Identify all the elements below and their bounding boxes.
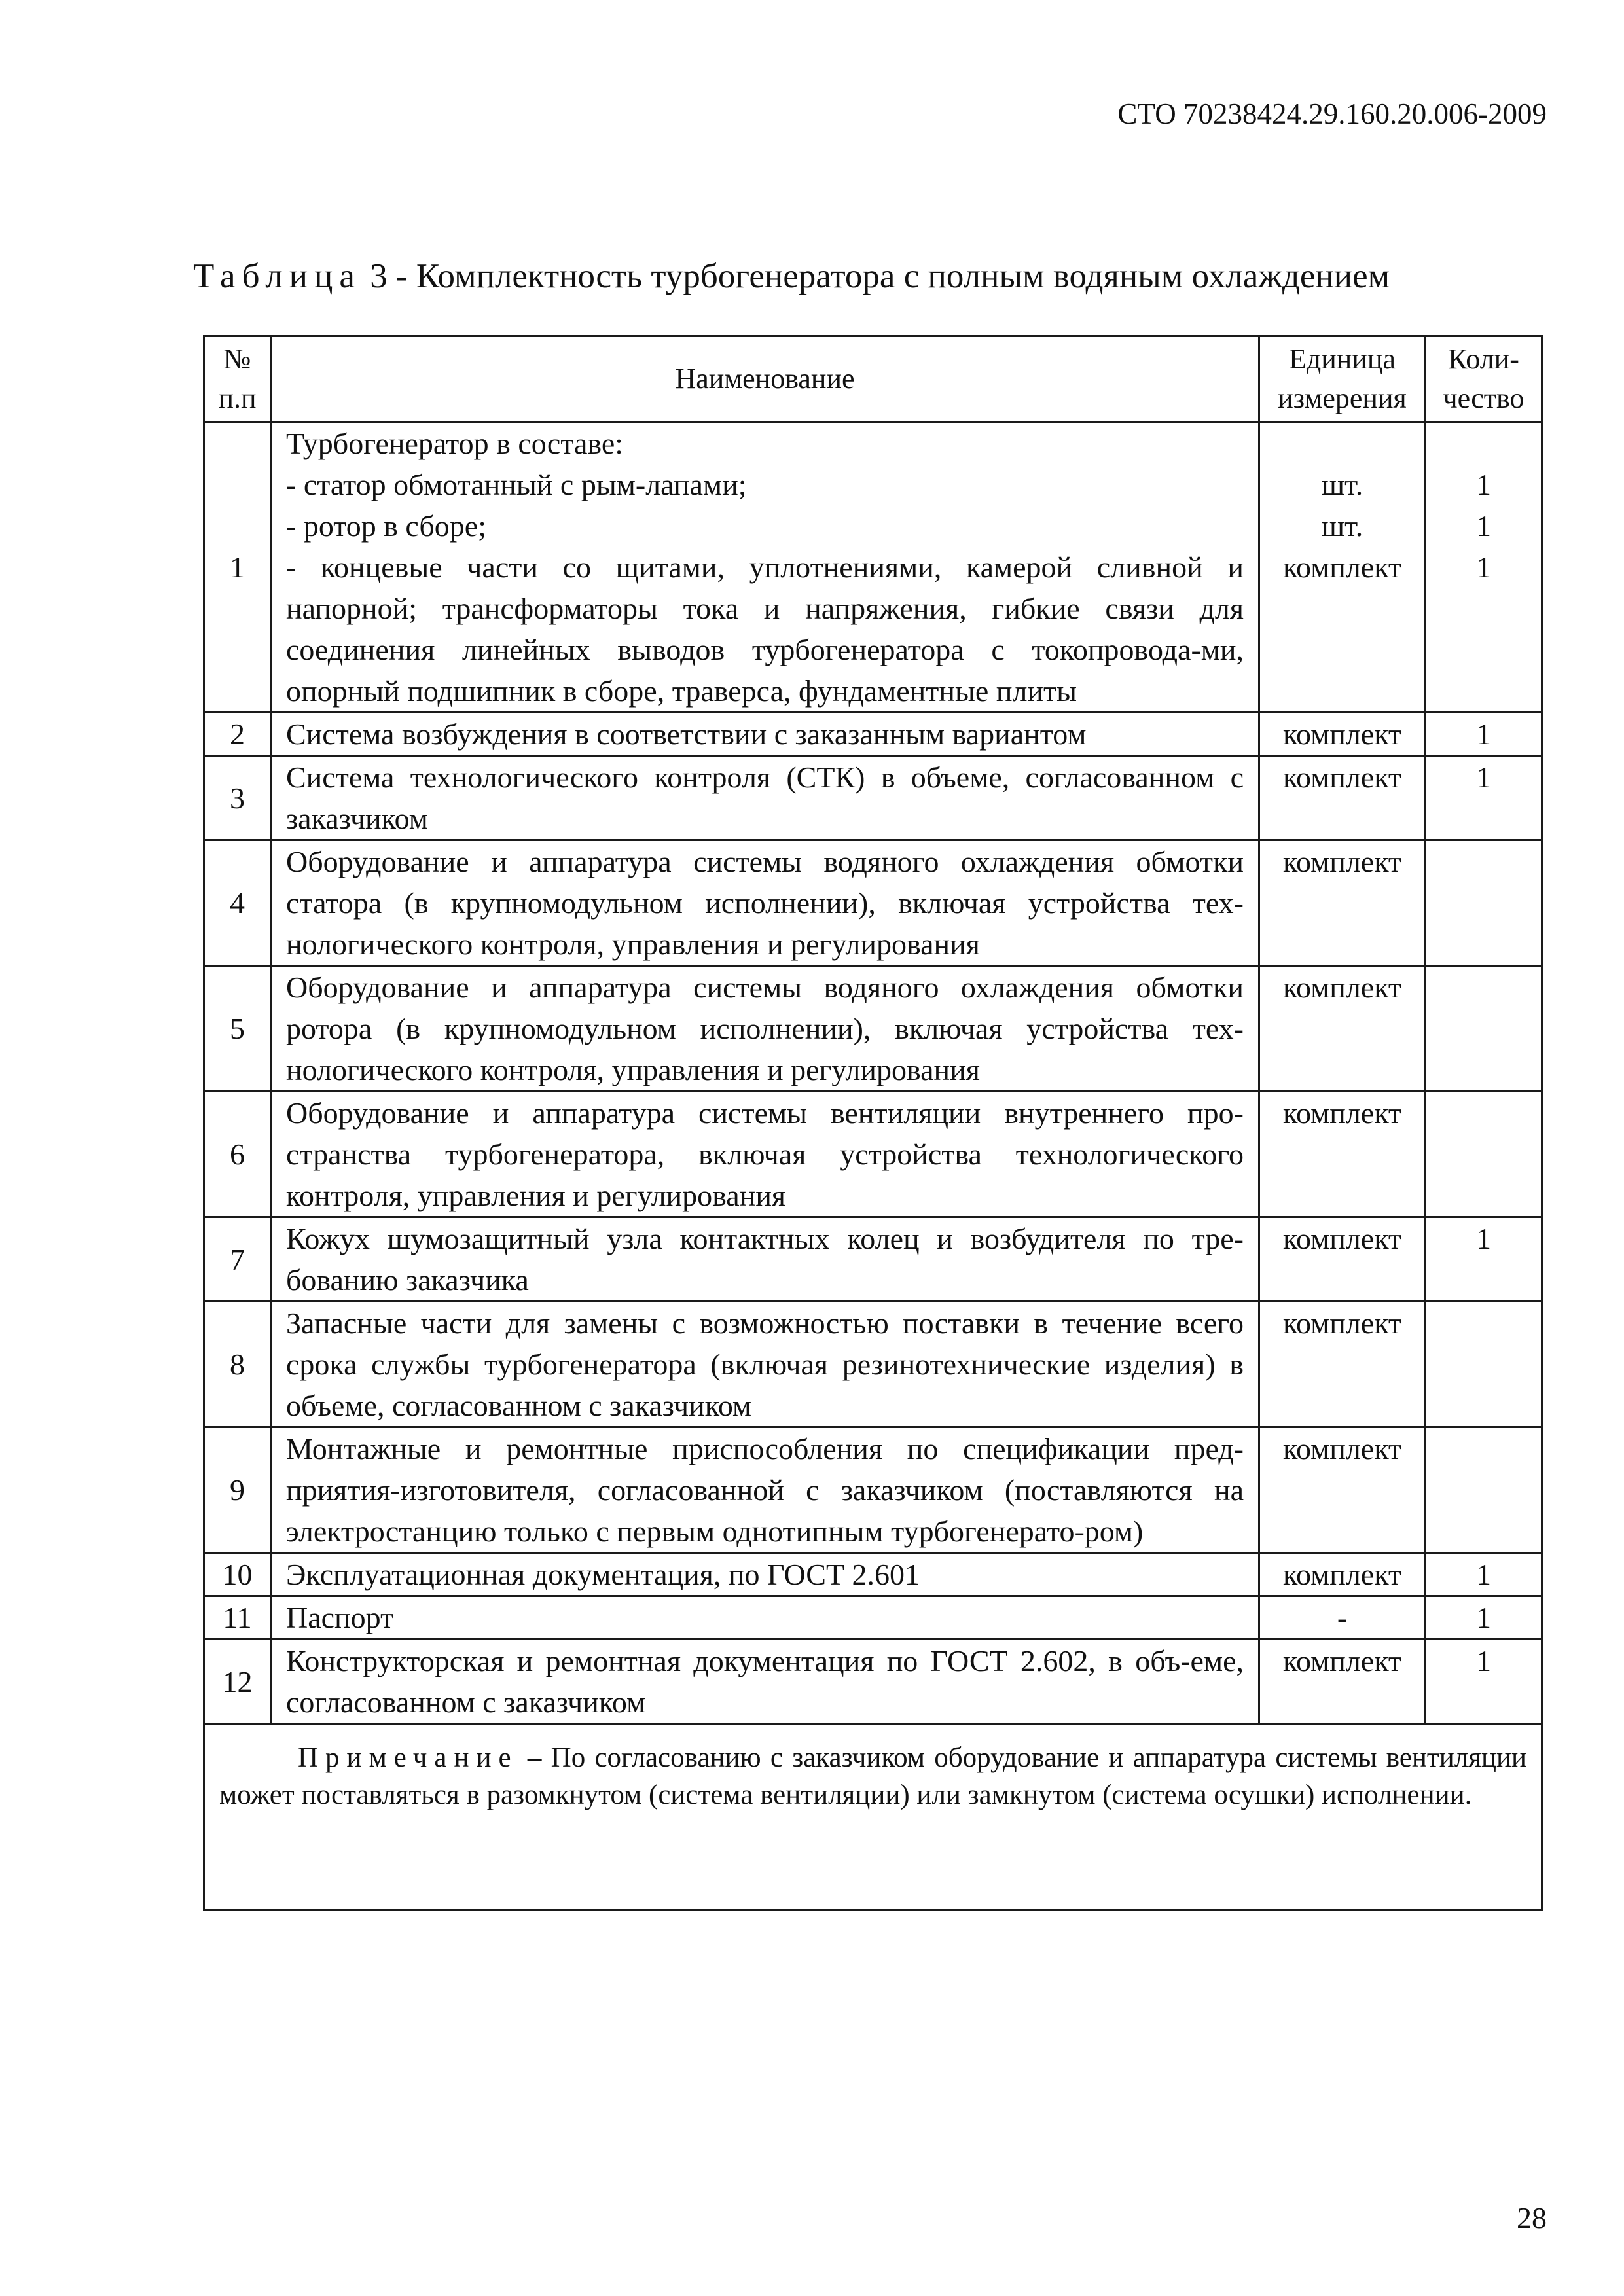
row-num: 3	[204, 756, 271, 840]
row1-qty-line3: 1	[1476, 509, 1491, 543]
row-num: 1	[204, 422, 271, 713]
row-unit: комплект	[1259, 1092, 1426, 1217]
table-row	[204, 1302, 1542, 1427]
table-row	[204, 713, 1542, 756]
table-row	[204, 1217, 1542, 1302]
row-name: Оборудование и аппаратура системы водяного охлаждения обмотки ротора (в крупномодульном исполнении), включая устройства тех-нологического контроля, управления и регулирования	[271, 966, 1259, 1092]
page-number: 28	[1517, 2201, 1547, 2234]
row-name: Паспорт	[271, 1596, 1259, 1640]
row-unit: комплект	[1259, 1217, 1426, 1302]
row-unit: комплект	[1259, 713, 1426, 756]
header-qty	[1426, 336, 1542, 422]
table-title-text: Комплектность турбогенератора с полным водяным охлаждением	[416, 257, 1390, 295]
table-title-number: 3	[370, 257, 388, 295]
row-qty	[1426, 422, 1542, 713]
table-title-label: Таблица	[193, 257, 361, 295]
table-row	[204, 1427, 1542, 1553]
row-unit: комплект	[1259, 966, 1426, 1092]
row-unit: комплект	[1259, 1640, 1426, 1724]
row-qty: 1	[1426, 713, 1542, 756]
row-unit	[1259, 422, 1426, 713]
header-name: Наименование	[271, 336, 1259, 422]
row-num: 10	[204, 1553, 271, 1596]
header-num-line1: №	[223, 343, 251, 375]
row-num: 6	[204, 1092, 271, 1217]
row-unit: комплект	[1259, 1427, 1426, 1553]
note-text: – По согласованию с заказчиком оборудование и аппаратура системы вентиляции может поставляться в разомкнутом (система вентиляции) или замкнутом (система осушки) исполнении.	[219, 1742, 1526, 1810]
row-qty: 1	[1426, 1640, 1542, 1724]
row-name	[271, 422, 1259, 713]
table-row	[204, 1640, 1542, 1724]
note-label: Примечание	[298, 1742, 518, 1773]
header-num	[204, 336, 271, 422]
row-name: Конструкторская и ремонтная документация по ГОСТ 2.602, в объ-еме, согласованном с заказчиком	[271, 1640, 1259, 1724]
row-name: Монтажные и ремонтные приспособления по спецификации пред-приятия-изготовителя, согласованной с заказчиком (поставляются на электростанцию только с первым однотипным турбогенерато-ром)	[271, 1427, 1259, 1553]
row1-unit-line4: комплект	[1282, 550, 1402, 584]
table-row	[204, 756, 1542, 840]
row-name: Кожух шумозащитный узла контактных колец и возбудителя по тре-бованию заказчика	[271, 1217, 1259, 1302]
table-row	[204, 1596, 1542, 1640]
row-num: 12	[204, 1640, 271, 1724]
row-unit: комплект	[1259, 1553, 1426, 1596]
table-row	[204, 966, 1542, 1092]
row-unit: комплект	[1259, 756, 1426, 840]
row1-unit-line2: шт.	[1321, 468, 1363, 501]
row1-name-line2: - статор обмотанный с рым-лапами;	[286, 468, 747, 501]
row-num: 7	[204, 1217, 271, 1302]
row-num: 5	[204, 966, 271, 1092]
row-qty	[1426, 1302, 1542, 1427]
header-num-line2: п.п	[218, 382, 257, 414]
row-qty: 1	[1426, 1596, 1542, 1640]
row-qty	[1426, 840, 1542, 966]
row-name: Оборудование и аппаратура системы водяного охлаждения обмотки статора (в крупномодульном исполнении), включая устройства тех-нологического контроля, управления и регулирования	[271, 840, 1259, 966]
table-row	[204, 1553, 1542, 1596]
row-unit: -	[1259, 1596, 1426, 1640]
table-row	[204, 840, 1542, 966]
row-name: Система возбуждения в соответствии с заказанным вариантом	[271, 713, 1259, 756]
row-unit: комплект	[1259, 840, 1426, 966]
row-num: 9	[204, 1427, 271, 1553]
row-qty	[1426, 1427, 1542, 1553]
row-name: Оборудование и аппаратура системы вентиляции внутреннего про-странства турбогенератора, включая устройства технологического контроля, управления и регулирования	[271, 1092, 1259, 1217]
row-num: 8	[204, 1302, 271, 1427]
table-note	[204, 1724, 1542, 1910]
row-qty: 1	[1426, 1217, 1542, 1302]
row-qty	[1426, 966, 1542, 1092]
row1-unit-line3: шт.	[1321, 509, 1363, 543]
header-qty-line2: чество	[1443, 382, 1525, 414]
table-row	[204, 1092, 1542, 1217]
row1-name-line3: - ротор в сборе;	[286, 509, 487, 543]
row1-name-line4: - концевые части со щитами, уплотнениями, камерой сливной и напорной; трансформаторы тока и напряжения, гибкие связи для соединения линейных выводов турбогенератора с токопровода-ми, опорный подшипник в сборе, траверса, фундаментные плиты	[286, 550, 1244, 708]
row-num: 2	[204, 713, 271, 756]
row1-name-line1: Турбогенератор в составе:	[286, 427, 624, 460]
table-title-dash: -	[395, 257, 408, 295]
row-name: Система технологического контроля (СТК) в объеме, согласованном с заказчиком	[271, 756, 1259, 840]
row1-qty-line4: 1	[1476, 550, 1491, 584]
table-title	[193, 257, 1390, 296]
table-header-row	[204, 336, 1542, 422]
table-row	[204, 422, 1542, 713]
row-qty	[1426, 1092, 1542, 1217]
row-name: Запасные части для замены с возможностью поставки в течение всего срока службы турбогенератора (включая резинотехнические изделия) в объеме, согласованном с заказчиком	[271, 1302, 1259, 1427]
row1-qty-line2: 1	[1476, 468, 1491, 501]
table-note-row	[204, 1724, 1542, 1910]
equipment-table	[203, 335, 1543, 1911]
header-unit-line1: Единица	[1289, 343, 1396, 375]
header-qty-line1: Коли-	[1448, 343, 1519, 375]
row-name: Эксплуатационная документация, по ГОСТ 2.601	[271, 1553, 1259, 1596]
row-unit: комплект	[1259, 1302, 1426, 1427]
document-code: СТО 70238424.29.160.20.006-2009	[1117, 98, 1547, 130]
row-qty: 1	[1426, 1553, 1542, 1596]
header-unit-line2: измерения	[1278, 382, 1407, 414]
row-qty: 1	[1426, 756, 1542, 840]
header-unit	[1259, 336, 1426, 422]
row-num: 4	[204, 840, 271, 966]
row-num: 11	[204, 1596, 271, 1640]
